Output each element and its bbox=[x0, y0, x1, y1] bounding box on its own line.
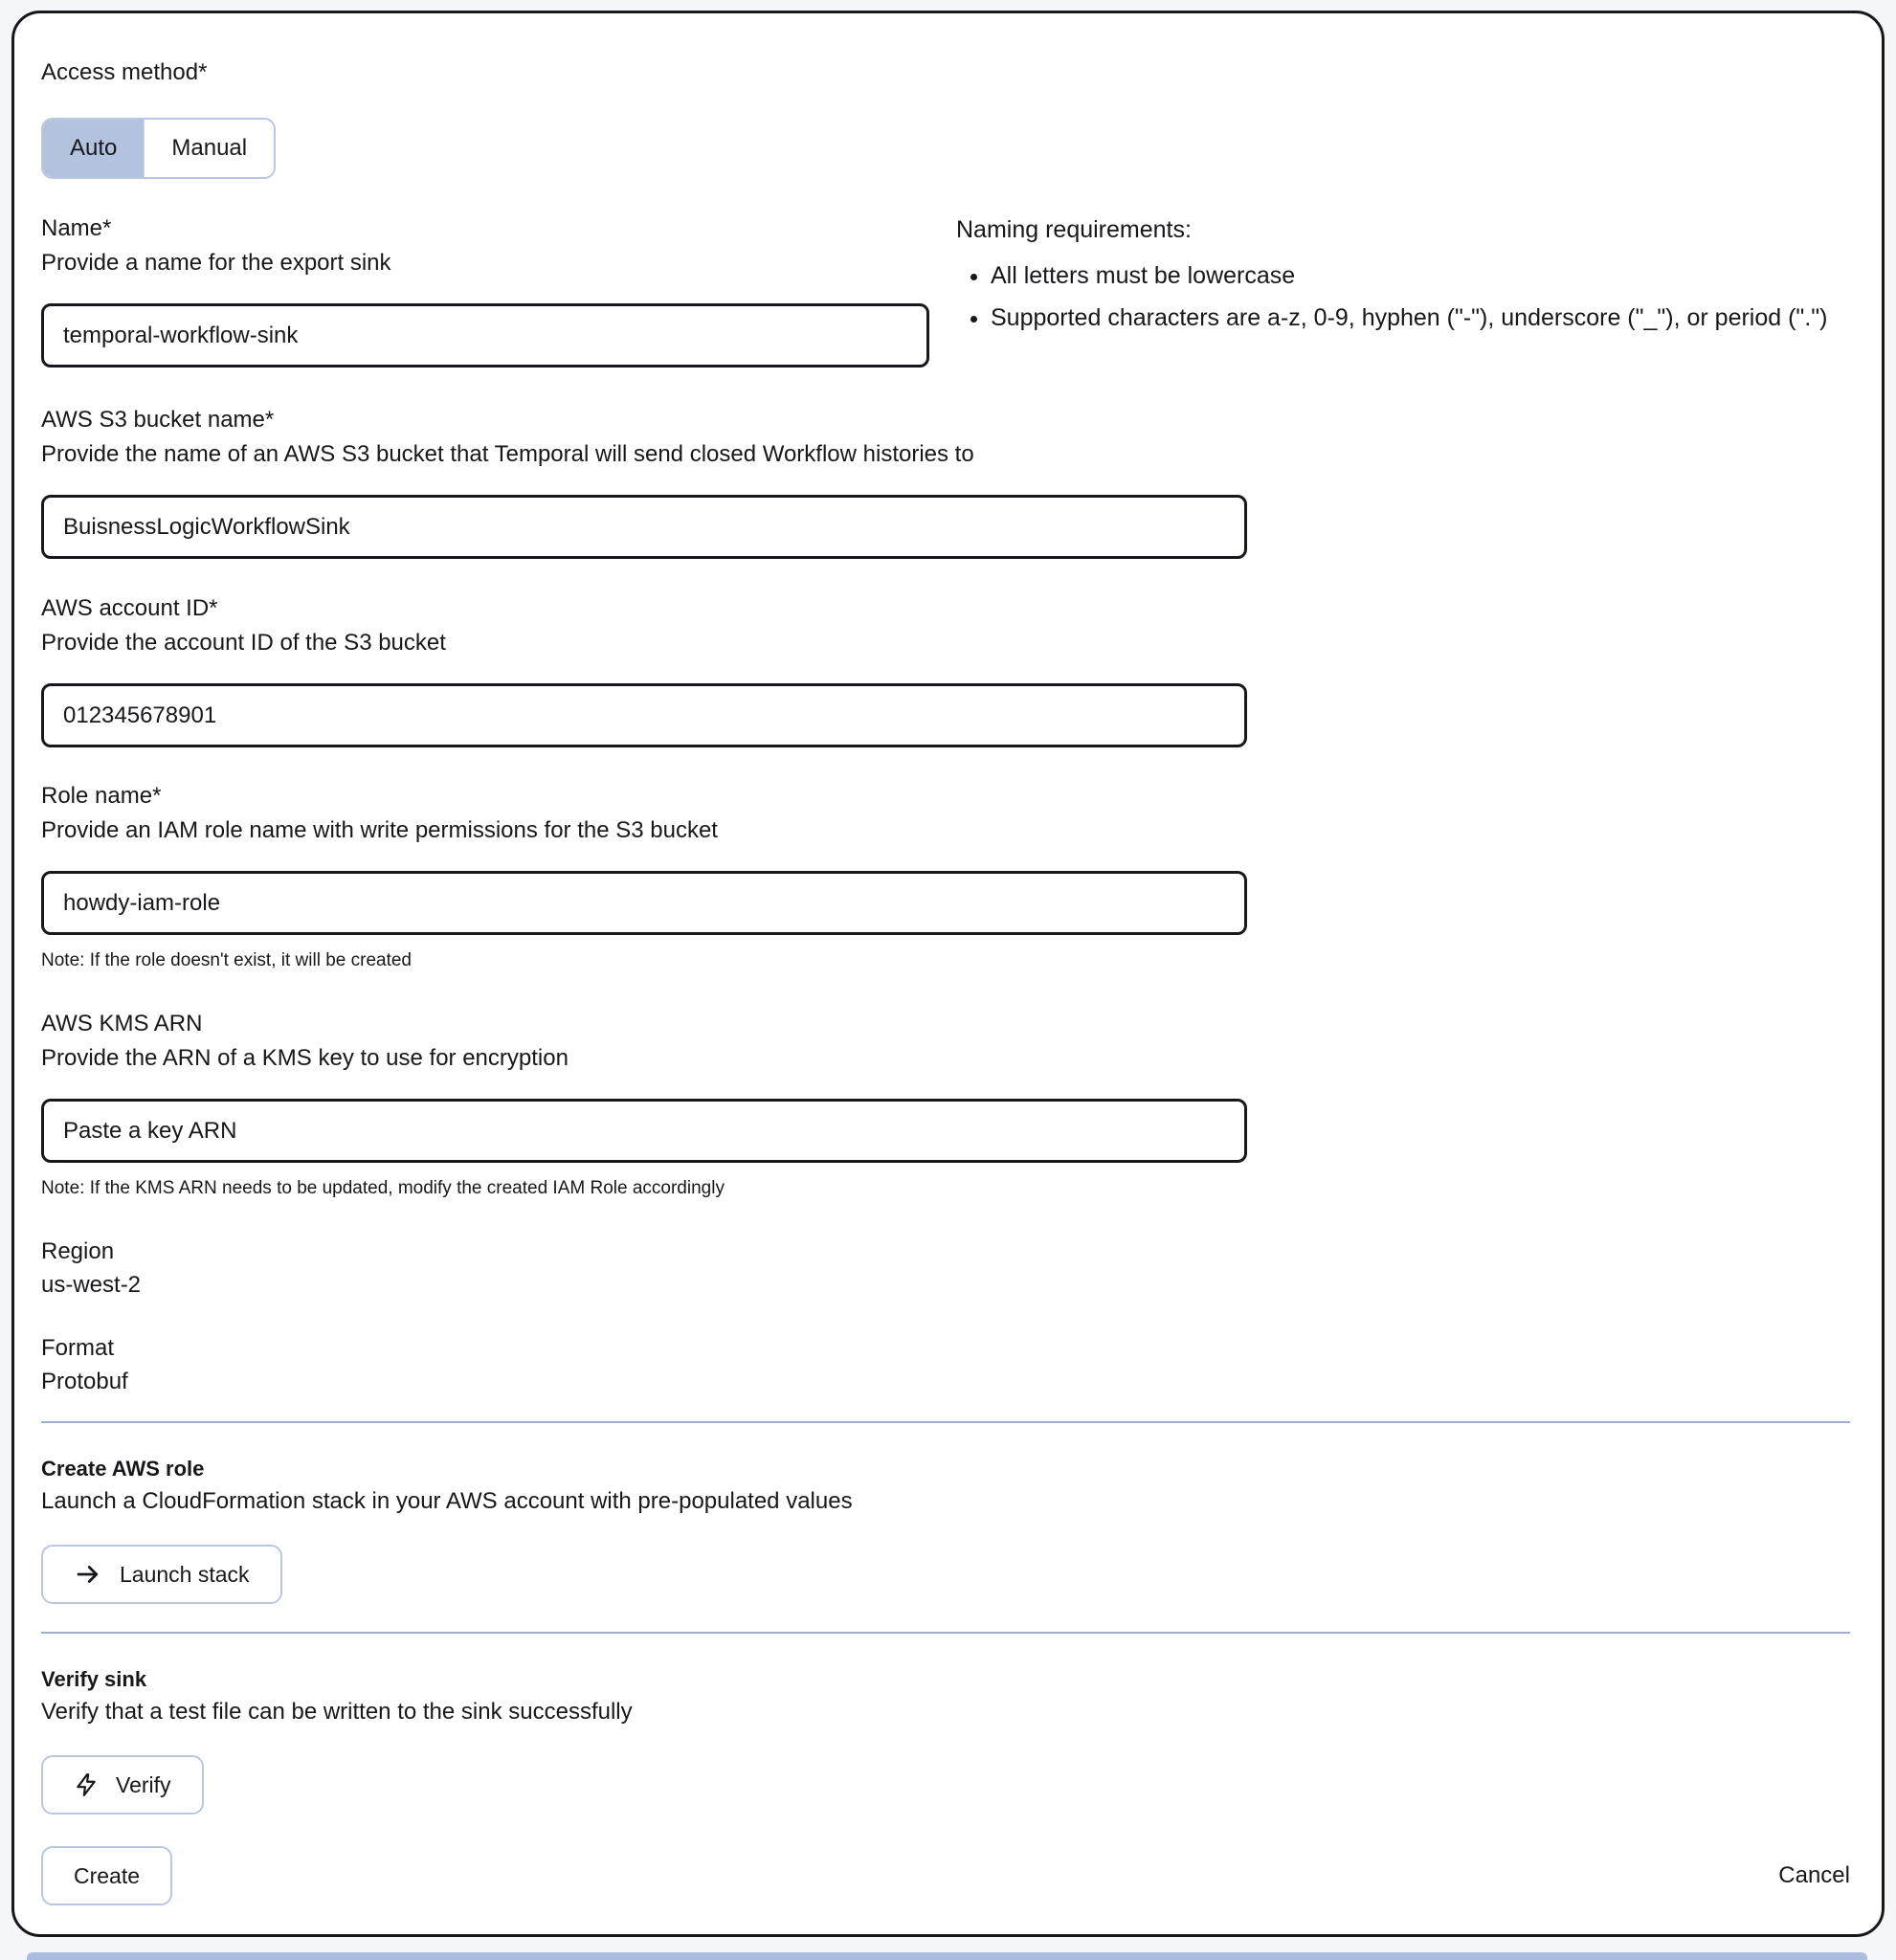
verify-button[interactable] bbox=[41, 1755, 204, 1815]
bucket-label: AWS S3 bucket name* bbox=[41, 407, 275, 433]
name-description: Provide a name for the export sink bbox=[41, 250, 391, 276]
account-id-field bbox=[41, 595, 1850, 747]
role-name-label: Role name* bbox=[41, 783, 162, 809]
format-value: Protobuf bbox=[41, 1369, 128, 1394]
role-name-note: Note: If the role doesn't exist, it will be created bbox=[41, 950, 412, 970]
region-label: Region bbox=[41, 1238, 115, 1264]
format-label: Format bbox=[41, 1335, 115, 1361]
verify-button-label: Verify bbox=[116, 1771, 171, 1797]
naming-requirement-item: • All letters must be lowercase bbox=[991, 257, 1850, 294]
create-aws-role-title: Create AWS role bbox=[41, 1457, 205, 1481]
launch-stack-button-label: Launch stack bbox=[120, 1561, 250, 1587]
format-readout bbox=[41, 1335, 1850, 1395]
access-method-option-auto[interactable]: Auto bbox=[43, 120, 144, 177]
account-id-input[interactable] bbox=[41, 683, 1247, 747]
create-button[interactable] bbox=[41, 1846, 172, 1905]
naming-requirements bbox=[956, 215, 1850, 368]
role-name-field bbox=[41, 783, 1850, 971]
export-sink-form-card bbox=[11, 11, 1885, 1937]
kms-arn-field bbox=[41, 1011, 1850, 1199]
launch-stack-button[interactable] bbox=[41, 1545, 282, 1604]
kms-arn-note: Note: If the KMS ARN needs to be updated, modify the created IAM Role accordingly bbox=[41, 1178, 725, 1198]
access-method-toggle bbox=[41, 118, 276, 179]
divider bbox=[41, 1421, 1850, 1423]
cancel-button[interactable]: Cancel bbox=[1778, 1862, 1850, 1888]
region-readout bbox=[41, 1238, 1850, 1299]
kms-arn-label: AWS KMS ARN bbox=[41, 1011, 203, 1036]
bucket-description: Provide the name of an AWS S3 bucket that Temporal will send closed Workflow histories to bbox=[41, 441, 974, 467]
naming-requirements-list bbox=[956, 257, 1850, 336]
arrow-right-icon bbox=[74, 1560, 102, 1589]
account-id-description: Provide the account ID of the S3 bucket bbox=[41, 630, 446, 656]
access-method-option-manual[interactable]: Manual bbox=[144, 120, 274, 177]
create-button-label: Create bbox=[74, 1862, 141, 1888]
name-field bbox=[41, 215, 929, 368]
verify-sink-description: Verify that a test file can be written to the sink successfully bbox=[41, 1699, 633, 1725]
name-label: Name* bbox=[41, 215, 112, 241]
lightning-icon bbox=[74, 1772, 99, 1797]
account-id-label: AWS account ID* bbox=[41, 595, 218, 621]
kms-arn-description: Provide the ARN of a KMS key to use for encryption bbox=[41, 1045, 569, 1071]
divider bbox=[41, 1632, 1850, 1634]
kms-arn-input[interactable] bbox=[41, 1099, 1247, 1163]
role-name-input[interactable] bbox=[41, 871, 1247, 935]
access-method-label: Access method* bbox=[41, 59, 208, 85]
bucket-input[interactable] bbox=[41, 495, 1247, 559]
naming-requirements-title: Naming requirements: bbox=[956, 216, 1192, 243]
region-value: us-west-2 bbox=[41, 1272, 142, 1298]
partially-visible-element-below bbox=[27, 1952, 1867, 1960]
name-input[interactable] bbox=[41, 303, 929, 368]
create-aws-role-description: Launch a CloudFormation stack in your AWS account with pre-populated values bbox=[41, 1488, 853, 1514]
form-actions bbox=[41, 1846, 1850, 1905]
naming-requirement-item: • Supported characters are a-z, 0-9, hyphen ("-"), underscore ("_"), or period (".") bbox=[991, 300, 1850, 336]
role-name-description: Provide an IAM role name with write permissions for the S3 bucket bbox=[41, 817, 718, 843]
bucket-field bbox=[41, 407, 1850, 559]
verify-sink-title: Verify sink bbox=[41, 1667, 147, 1691]
